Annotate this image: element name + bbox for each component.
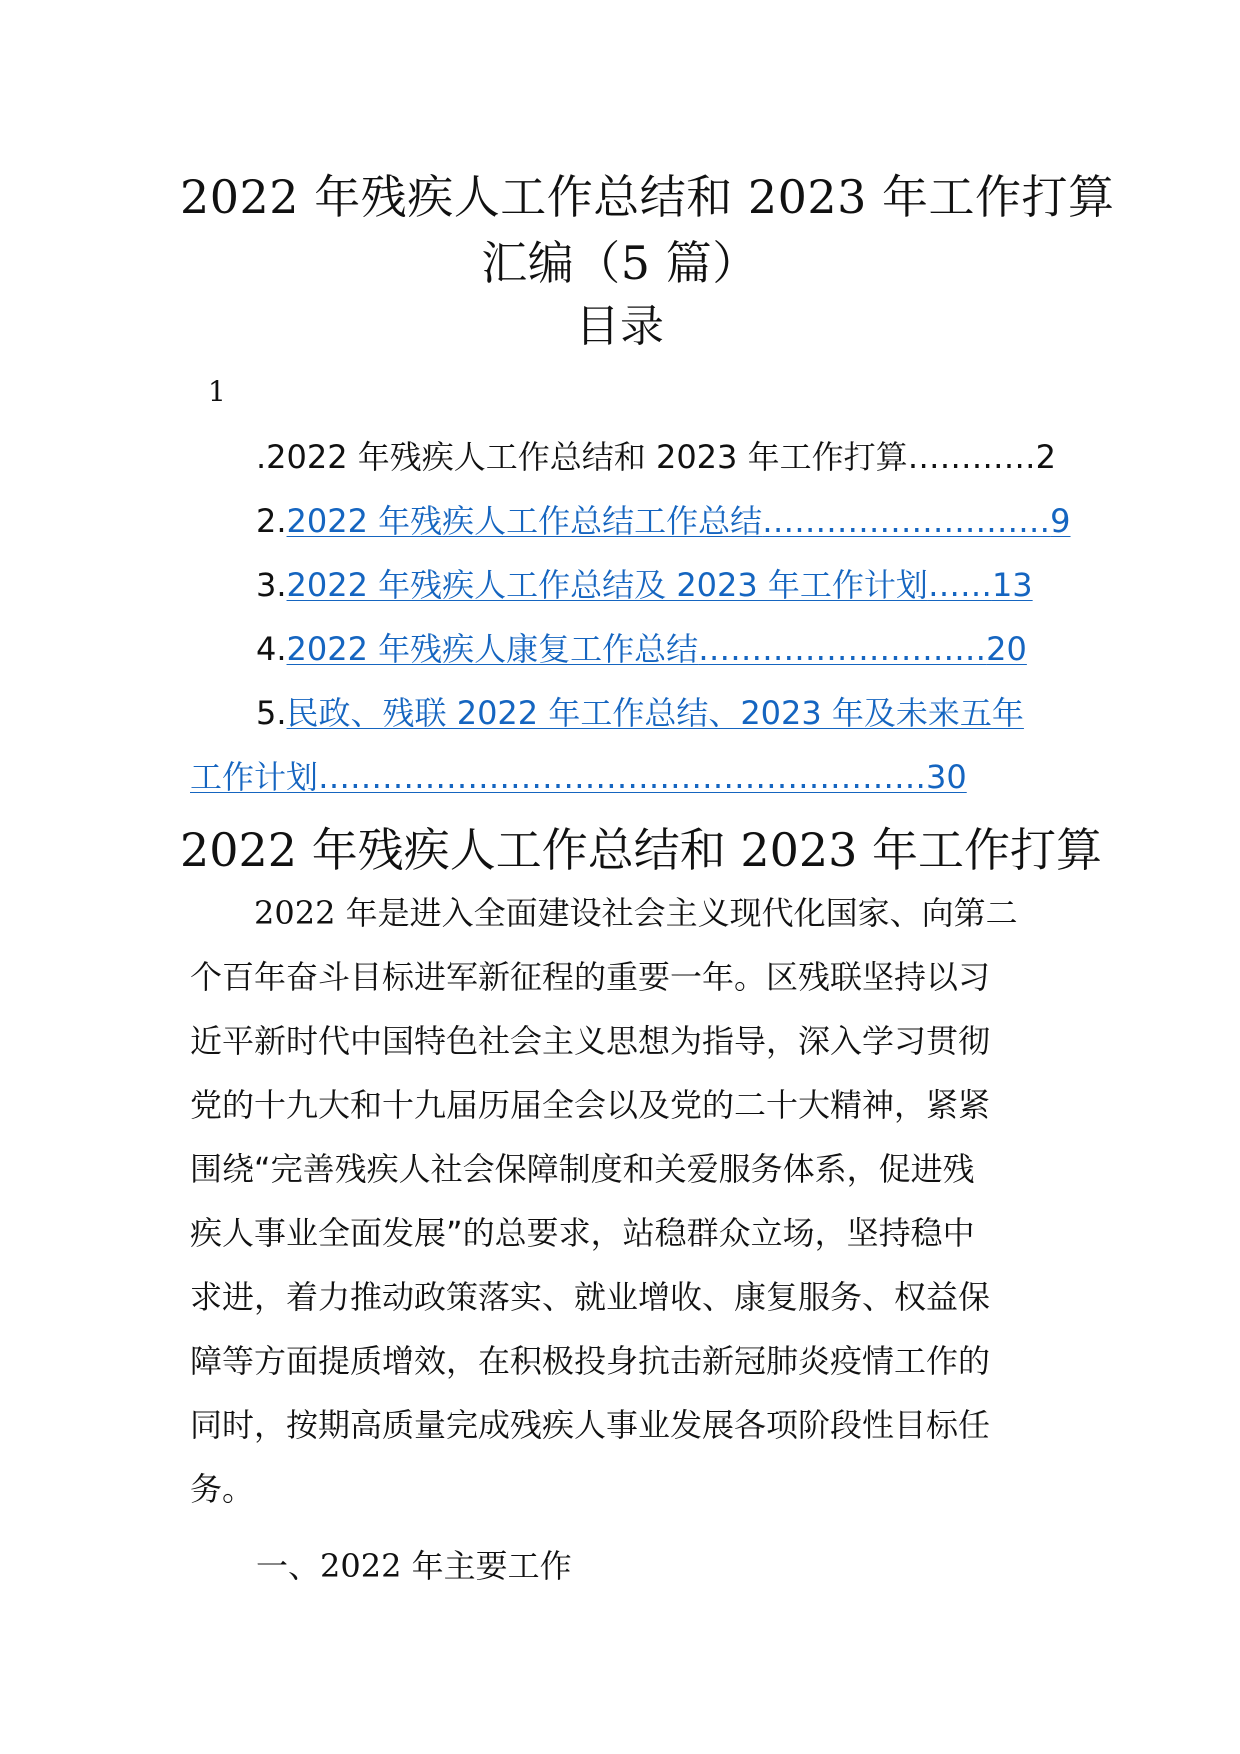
section-title-text-end: 年工作打算	[857, 823, 1103, 877]
subheading-main-work	[256, 1541, 572, 1587]
paragraph-line: 障等方面提质增效，在积极投身抗击新冠肺炎疫情工作的	[190, 1342, 991, 1380]
page-number-marker: 1	[208, 375, 226, 408]
title-year-2023: 2023	[747, 170, 867, 224]
toc-page-number: 2	[1035, 438, 1056, 476]
toc-item-3[interactable]	[256, 565, 1033, 605]
toc-page-number: 13	[991, 566, 1033, 604]
toc-link[interactable]	[287, 566, 1033, 604]
toc-item-title: 2022 年残疾人工作总结及 2023 年工作计划	[286, 566, 928, 604]
subheading-year: 2022	[320, 1547, 402, 1585]
title-count-unit: 篇）	[650, 236, 759, 290]
toc-item-number: 4.	[256, 630, 287, 668]
toc-item-title: 2022 年残疾人工作总结工作总结	[286, 502, 763, 540]
toc-leader-dots: ………………………	[762, 502, 1051, 540]
paragraph-year: 2022	[254, 894, 336, 932]
subheading-ordinal: 一、	[256, 1547, 321, 1585]
toc-page-number: 20	[986, 630, 1027, 668]
toc-item-number: 3.	[256, 566, 287, 604]
section-title-year-2022: 2022	[180, 823, 298, 877]
title-compilation: 汇编（	[481, 236, 621, 290]
section-title-year-2023: 2023	[740, 823, 858, 877]
toc-link[interactable]	[190, 758, 967, 796]
toc-link[interactable]	[287, 502, 1071, 540]
toc-item-title: 工作计划	[190, 758, 319, 796]
toc-item-number: 2.	[256, 502, 287, 540]
toc-leader-dots: ………………………	[698, 630, 987, 668]
toc-item-5[interactable]	[256, 693, 1024, 733]
toc-heading: 目录	[575, 301, 665, 352]
toc-item-title: 民政、残联 2022 年工作总结、2023 年及未来五年	[286, 694, 1024, 732]
document-title-line-1	[180, 167, 1115, 227]
toc-link[interactable]	[287, 694, 1024, 732]
paragraph-line: 党的十九大和十九届历届全会以及党的二十大精神，紧紧	[190, 1086, 991, 1124]
toc-leader-dots: …………………………………………………	[318, 758, 927, 796]
section-title-text: 年残疾人工作总结和	[297, 823, 741, 877]
toc-link[interactable]	[287, 630, 1027, 668]
toc-leader-dots: ……	[927, 566, 992, 604]
subheading-text: 年主要工作	[401, 1547, 572, 1585]
paragraph-line: 近平新时代中国特色社会主义思想为指导，深入学习贯彻	[190, 1022, 991, 1060]
title-count: 5	[620, 236, 651, 290]
toc-item-5-continued[interactable]	[190, 757, 967, 797]
paragraph-line: 务。	[190, 1470, 255, 1508]
paragraph-line: 疾人事业全面发展”的总要求，站稳群众立场，坚持稳中	[190, 1214, 975, 1252]
title-text: 年残疾人工作总结和	[299, 170, 748, 224]
paragraph-line: 同时，按期高质量完成残疾人事业发展各项阶段性目标任	[190, 1406, 991, 1444]
paragraph-line: 求进，着力推动政策落实、就业增收、康复服务、权益保	[190, 1278, 991, 1316]
title-year-2022: 2022	[180, 170, 300, 224]
toc-item-title: 2022 年残疾人康复工作总结	[286, 630, 699, 668]
document-title-line-2	[180, 233, 1060, 293]
section-title	[180, 820, 1103, 880]
title-text-end: 年工作打算	[866, 170, 1115, 224]
toc-item-4[interactable]	[256, 629, 1027, 669]
paragraph-text: 年是进入全面建设社会主义现代化国家、向第二	[335, 894, 1018, 932]
toc-item-title: 2022 年残疾人工作总结和 2023 年工作打算	[266, 438, 908, 476]
paragraph-line: 个百年奋斗目标进军新征程的重要一年。区残联坚持以习	[190, 958, 991, 996]
toc-page-number: 30	[926, 758, 967, 796]
body-paragraph	[190, 881, 1060, 1521]
toc-item-number: .	[256, 438, 267, 476]
toc-item-1[interactable]	[256, 437, 1056, 477]
toc-item-2[interactable]	[256, 501, 1071, 541]
toc-leader-dots: …………	[907, 438, 1036, 476]
toc-page-number: 9	[1050, 502, 1071, 540]
paragraph-line	[190, 881, 1060, 945]
paragraph-line: 围绕“完善残疾人社会保障制度和关爱服务体系，促进残	[190, 1150, 975, 1188]
toc-item-number: 5.	[256, 694, 287, 732]
